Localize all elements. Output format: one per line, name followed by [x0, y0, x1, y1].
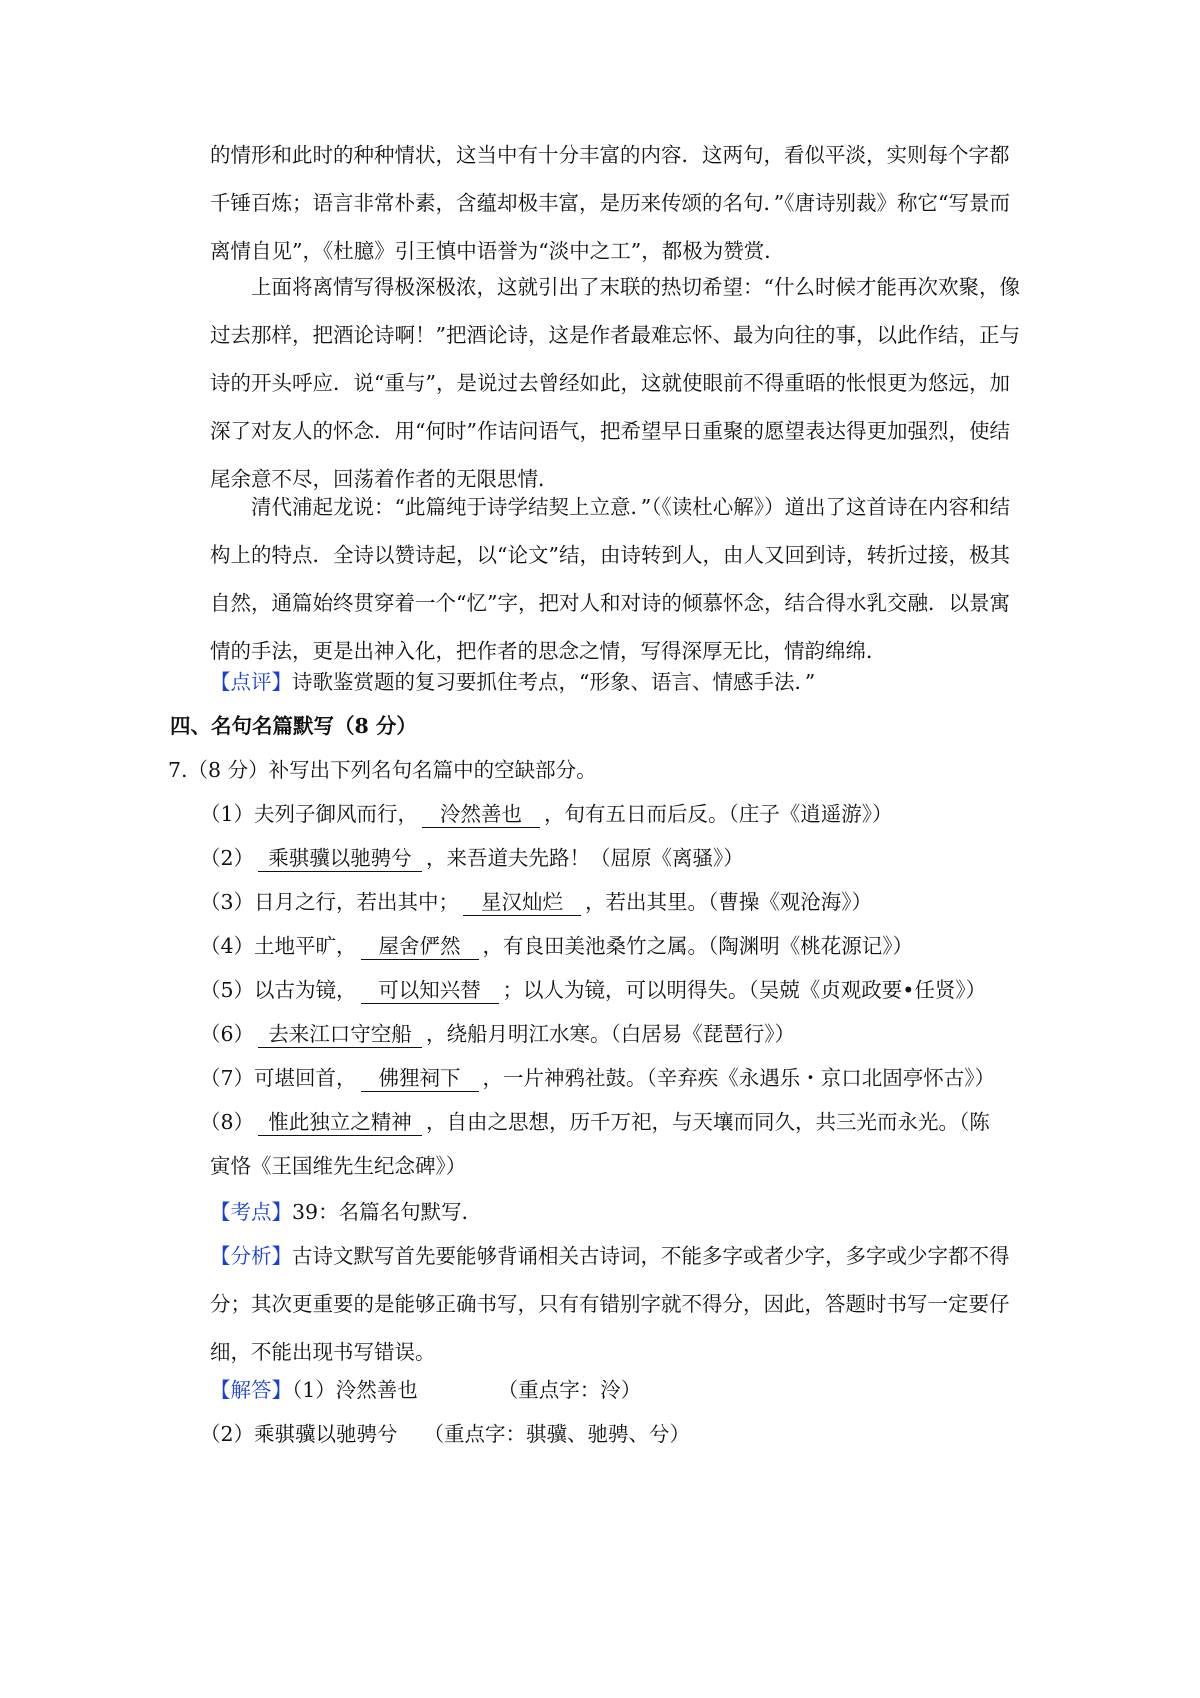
jieda-note-1: （重点字：泠）	[497, 1378, 642, 1402]
answer-blank-4: 屋舍俨然	[361, 933, 479, 960]
dianping-line	[0, 658, 1200, 706]
kaodian-text: 39：名篇名句默写．	[292, 1200, 483, 1224]
answer-blank-8: 惟此独立之精神	[258, 1109, 422, 1136]
question-7: 7.（8 分）补写出下列名句名篇中的空缺部分。	[168, 758, 597, 782]
jieda-line-2: （2）乘骐骥以驰骋兮 （重点字：骐骥、驰骋、兮）	[200, 1422, 691, 1446]
fenxi-tag: 【分析】	[210, 1244, 292, 1268]
fill-item-2: （2） 乘骐骥以驰骋兮 ，来吾道夫先路！（屈原《离骚》）	[200, 846, 744, 870]
jieda-answer-2: 乘骐骥以驰骋兮	[254, 1422, 398, 1446]
jieda-line-1: 【解答】（1）泠然善也 （重点字：泠）	[210, 1378, 642, 1402]
answer-blank-6: 去来江口守空船	[258, 1021, 422, 1048]
kaodian-line	[0, 1188, 1200, 1236]
fill-item-3: （3）日月之行，若出其中； 星汉灿烂 ，若出其里。（曹操《观沧海》）	[200, 890, 873, 914]
fill-item-8-continued: 寅恪《王国维先生纪念碑》）	[210, 1154, 467, 1178]
answer-blank-3: 星汉灿烂	[463, 889, 581, 916]
section-heading: 四、名句名篇默写（8 分）	[170, 714, 417, 738]
jieda-tag: 【解答】	[210, 1378, 292, 1402]
answer-blank-5: 可以知兴替	[361, 977, 499, 1004]
fill-item-5: （5）以古为镜， 可以知兴替 ；以人为镜，可以明得失。（吴兢《贞观政要•任贤》）	[200, 978, 987, 1002]
answer-blank-1: 泠然善也	[422, 801, 540, 828]
kaodian-tag: 【考点】	[210, 1200, 292, 1224]
dianping-tag: 【点评】	[210, 670, 292, 694]
paragraph-2: 上面将离情写得极深极浓，这就引出了末联的热切希望：“什么时候才能再次欢聚，像过去那样，把酒论诗啊！”把酒论诗，这是作者最难忘怀、最为向往的事，以此作结，正与诗的开头呼应．说“重与”，是说过去曾经如此，这就使眼前不得重晤的怅恨更为悠远，加深了对友人的怀念．用“何时”作诘问语气，把希望早日重聚的愿望表达得更加强烈，使结尾余意不尽，回荡着作者的无限思情．	[210, 275, 1020, 491]
dianping-text: 诗歌鉴赏题的复习要抓住考点，“形象、语言、情感手法．”	[292, 670, 816, 694]
answer-blank-7: 佛狸祠下	[361, 1065, 479, 1092]
jieda-answer-1: 泠然善也	[335, 1378, 418, 1402]
paragraph-1: 的情形和此时的种种情状，这当中有十分丰富的内容．这两句，看似平淡，实则每个字都千锤百炼；语言非常朴素，含蕴却极丰富，是历来传颂的名句．”《唐诗别裁》称它“写景而离情自见”，《杜臆》引王慎中语誉为“淡中之工”，都极为赞赏．	[210, 143, 1010, 263]
paragraph-3: 清代浦起龙说：“此篇纯于诗学结契上立意．”（《读杜心解》）道出了这首诗在内容和结构上的特点．全诗以赞诗起，以“论文”结，由诗转到人，由人又回到诗，转折过接，极其自然，通篇始终贯穿着一个“忆”字，把对人和对诗的倾慕怀念，结合得水乳交融．以景寓情的手法，更是出神入化，把作者的思念之情，写得深厚无比，情韵绵绵．	[210, 495, 1010, 663]
fenxi-paragraph	[210, 1232, 1028, 1376]
answer-blank-2: 乘骐骥以驰骋兮	[258, 845, 422, 872]
fill-item-4: （4）土地平旷， 屋舍俨然 ，有良田美池桑竹之属。（陶渊明《桃花源记》）	[200, 934, 914, 958]
fill-item-6: （6） 去来江口守空船 ，绕船月明江水寒。（白居易《琵琶行》）	[200, 1022, 796, 1046]
fenxi-text: 古诗文默写首先要能够背诵相关古诗词，不能多字或者少字，多字或少字都不得分；其次更重要的是能够正确书写，只有有错别字就不得分，因此，答题时书写一定要仔细，不能出现书写错误。	[210, 1244, 1010, 1364]
fill-item-1: （1）夫列子御风而行， 泠然善也 ，旬有五日而后反。（庄子《逍遥游》）	[200, 802, 893, 826]
jieda-note-2: （重点字：骐骥、驰骋、兮）	[423, 1422, 691, 1446]
fill-item-8: （8） 惟此独立之精神 ，自由之思想，历千万祀，与天壤而同久，共三光而永光。（陈	[200, 1110, 990, 1134]
fill-item-7: （7）可堪回首， 佛狸祠下 ，一片神鸦社鼓。（辛弃疾《永遇乐・京口北固亭怀古》）	[200, 1066, 996, 1090]
